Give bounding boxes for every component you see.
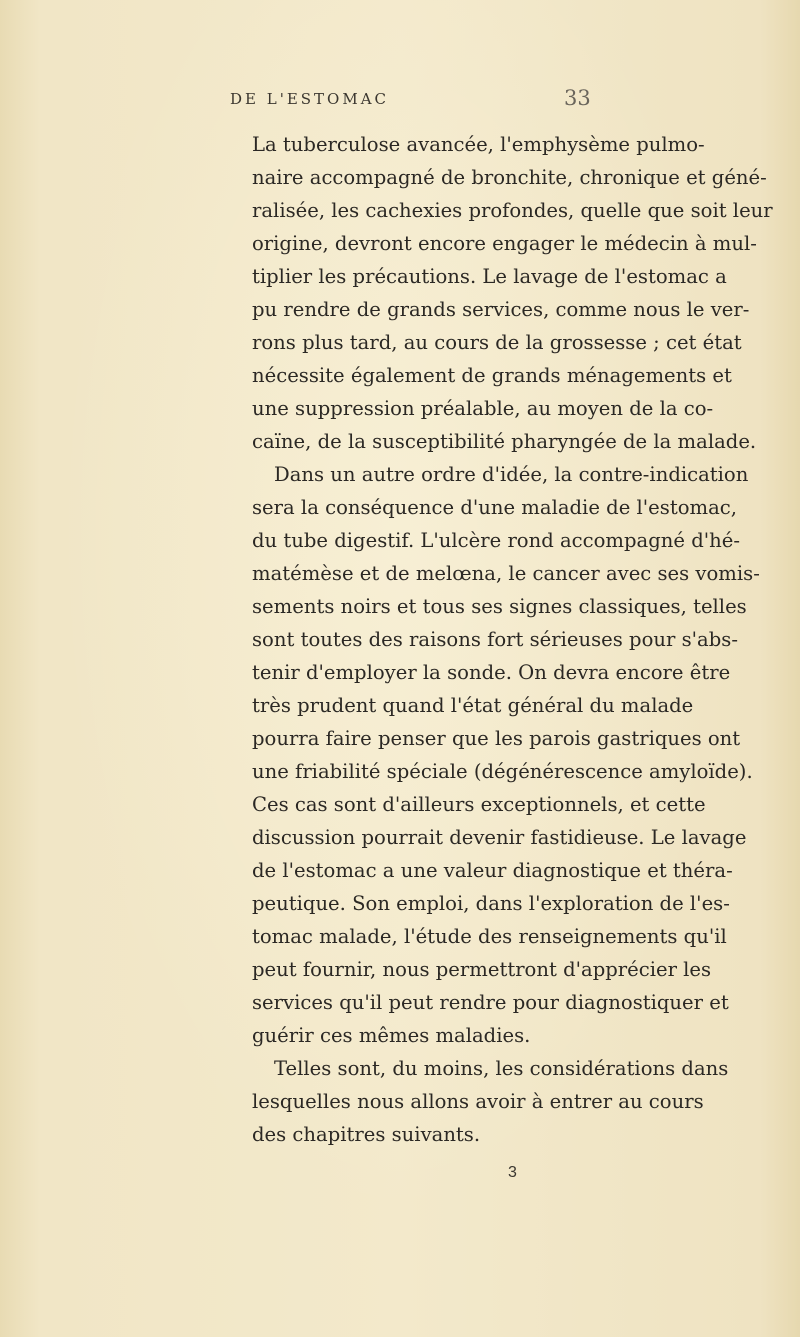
text-line: naire accompagné de bronchite, chronique et géné-: [252, 166, 767, 189]
text-line: peutique. Son emploi, dans l'exploration de l'es-: [252, 892, 730, 915]
text-line: Dans un autre ordre d'idée, la contre-indication: [274, 463, 749, 486]
text-line: une suppression préalable, au moyen de la co-: [252, 397, 714, 420]
text-line: pu rendre de grands services, comme nous le ver-: [252, 298, 750, 321]
text-line: Telles sont, du moins, les considérations dans: [274, 1057, 729, 1080]
text-line: des chapitres suivants.: [252, 1123, 481, 1146]
text-line: très prudent quand l'état général du malade: [252, 694, 694, 717]
text-line: nécessite également de grands ménagements et: [252, 364, 732, 387]
text-line: sera la conséquence d'une maladie de l'estomac,: [252, 496, 737, 519]
text-line: tiplier les précautions. Le lavage de l'estomac a: [252, 265, 727, 288]
page-number: 33: [564, 86, 591, 110]
text-line: de l'estomac a une valeur diagnostique et théra-: [252, 859, 733, 882]
text-line: sont toutes des raisons fort sérieuses pour s'abs-: [252, 628, 738, 651]
text-line: lesquelles nous allons avoir à entrer au cours: [252, 1090, 704, 1113]
text-line: Ces cas sont d'ailleurs exceptionnels, et cette: [252, 793, 706, 816]
running-head: [0, 86, 800, 116]
text-line: peut fournir, nous permettront d'apprécier les: [252, 958, 712, 981]
text-line: matémèse et de melœna, le cancer avec ses vomis-: [252, 562, 760, 585]
text-line: services qu'il peut rendre pour diagnostiquer et: [252, 991, 729, 1014]
text-line: tenir d'employer la sonde. On devra encore être: [252, 661, 731, 684]
signature-mark: 3: [508, 1164, 517, 1181]
text-line: ralisée, les cachexies profondes, quelle que soit leur: [252, 199, 773, 222]
text-line: discussion pourrait devenir fastidieuse. Le lavage: [252, 826, 747, 849]
text-line: sements noirs et tous ses signes classiques, telles: [252, 595, 747, 618]
text-line: du tube digestif. L'ulcère rond accompagné d'hé-: [252, 529, 740, 552]
text-line: tomac malade, l'étude des renseignements qu'il: [252, 925, 727, 948]
text-line: La tuberculose avancée, l'emphysème pulmo-: [252, 133, 705, 156]
text-line: pourra faire penser que les parois gastriques ont: [252, 727, 741, 750]
text-line: rons plus tard, au cours de la grossesse ; cet état: [252, 331, 742, 354]
body-text: [252, 128, 773, 1151]
text-line: origine, devront encore engager le médecin à mul-: [252, 232, 757, 255]
text-line: guérir ces mêmes maladies.: [252, 1024, 531, 1047]
text-line: une friabilité spéciale (dégénérescence amyloïde).: [252, 760, 753, 783]
running-head-title: DE L'ESTOMAC: [230, 90, 390, 108]
text-line: caïne, de la susceptibilité pharyngée de la malade.: [252, 430, 757, 453]
